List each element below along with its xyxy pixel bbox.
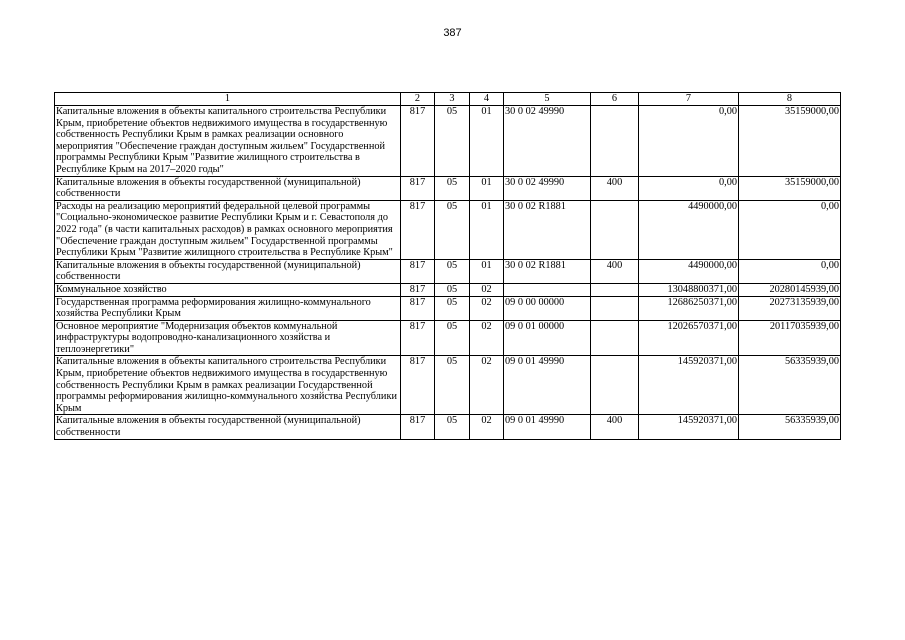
- row-code-section: 05: [435, 320, 470, 356]
- row-name: Капитальные вложения в объекты государственной (муниципальной) собственности: [55, 259, 401, 283]
- row-code-target: 30 0 02 R1881: [504, 259, 591, 283]
- row-code-ministry: 817: [401, 415, 435, 439]
- row-code-section: 05: [435, 106, 470, 177]
- column-header-7: 7: [639, 93, 739, 106]
- row-code-subsection: 01: [470, 259, 504, 283]
- row-code-subsection: 02: [470, 356, 504, 415]
- row-code-section: 05: [435, 415, 470, 439]
- row-amount-col7: 4490000,00: [639, 200, 739, 259]
- row-code-expense-type: 400: [591, 415, 639, 439]
- table-row: [55, 200, 841, 259]
- table-row: [55, 283, 841, 296]
- row-amount-col7: 4490000,00: [639, 259, 739, 283]
- table-row: [55, 259, 841, 283]
- row-code-subsection: 02: [470, 415, 504, 439]
- row-amount-col7: 145920371,00: [639, 356, 739, 415]
- row-code-section: 05: [435, 176, 470, 200]
- row-code-expense-type: [591, 106, 639, 177]
- row-name: Коммунальное хозяйство: [55, 283, 401, 296]
- page-number: 387: [443, 27, 462, 39]
- row-code-target: 30 0 02 49990: [504, 176, 591, 200]
- row-code-section: 05: [435, 200, 470, 259]
- row-amount-col8: 20117035939,00: [739, 320, 841, 356]
- row-code-target: 30 0 02 49990: [504, 106, 591, 177]
- row-name: Капитальные вложения в объекты капитального строительства Республики Крым, приобретение объектов недвижимого имущества в государственную собственность Республики Крым в рамках реализации основного мероприятия "Обеспечение граждан доступным жильем" Государственной программы Республики Крым "Развитие жилищного строительства в Республике Крым на 2017–2020 годы": [55, 106, 401, 177]
- row-name: Капитальные вложения в объекты капитального строительства Республики Крым, приобретение объектов недвижимого имущества в государственную собственность Республики Крым в рамках реализации Государственной программы реформирования жилищно-коммунального хозяйства Республики Крым: [55, 356, 401, 415]
- row-code-expense-type: [591, 283, 639, 296]
- row-code-subsection: 01: [470, 106, 504, 177]
- row-amount-col7: 0,00: [639, 106, 739, 177]
- row-code-target: 30 0 02 R1881: [504, 200, 591, 259]
- row-code-subsection: 01: [470, 176, 504, 200]
- row-code-expense-type: [591, 320, 639, 356]
- row-code-target: 09 0 01 49990: [504, 356, 591, 415]
- table-row: [55, 320, 841, 356]
- row-code-ministry: 817: [401, 356, 435, 415]
- row-amount-col8: 20280145939,00: [739, 283, 841, 296]
- row-amount-col7: 13048800371,00: [639, 283, 739, 296]
- table-row: [55, 176, 841, 200]
- row-code-ministry: 817: [401, 259, 435, 283]
- row-amount-col7: 145920371,00: [639, 415, 739, 439]
- row-code-target: 09 0 01 49990: [504, 415, 591, 439]
- row-code-subsection: 02: [470, 296, 504, 320]
- row-amount-col7: 12026570371,00: [639, 320, 739, 356]
- row-name: Основное мероприятие "Модернизация объектов коммунальной инфраструктуры водопроводно-канализационного хозяйства и теплоэнергетики": [55, 320, 401, 356]
- row-amount-col8: 35159000,00: [739, 176, 841, 200]
- row-code-ministry: 817: [401, 320, 435, 356]
- table-row: [55, 415, 841, 439]
- row-name: Капитальные вложения в объекты государственной (муниципальной) собственности: [55, 176, 401, 200]
- row-code-ministry: 817: [401, 283, 435, 296]
- row-code-section: 05: [435, 356, 470, 415]
- row-code-section: 05: [435, 296, 470, 320]
- row-code-target: 09 0 00 00000: [504, 296, 591, 320]
- row-amount-col8: 35159000,00: [739, 106, 841, 177]
- header-row: [55, 93, 841, 106]
- row-code-target: [504, 283, 591, 296]
- column-header-8: 8: [739, 93, 841, 106]
- table-row: [55, 356, 841, 415]
- row-name: Капитальные вложения в объекты государственной (муниципальной) собственности: [55, 415, 401, 439]
- column-header-1: 1: [55, 93, 401, 106]
- row-code-expense-type: [591, 356, 639, 415]
- row-amount-col7: 0,00: [639, 176, 739, 200]
- column-header-5: 5: [504, 93, 591, 106]
- row-code-expense-type: [591, 296, 639, 320]
- column-header-2: 2: [401, 93, 435, 106]
- row-amount-col8: 0,00: [739, 259, 841, 283]
- row-amount-col8: 20273135939,00: [739, 296, 841, 320]
- row-code-target: 09 0 01 00000: [504, 320, 591, 356]
- row-code-subsection: 01: [470, 200, 504, 259]
- row-amount-col8: 56335939,00: [739, 356, 841, 415]
- row-code-subsection: 02: [470, 283, 504, 296]
- row-code-ministry: 817: [401, 200, 435, 259]
- column-header-3: 3: [435, 93, 470, 106]
- table-row: [55, 106, 841, 177]
- row-amount-col7: 12686250371,00: [639, 296, 739, 320]
- row-amount-col8: 0,00: [739, 200, 841, 259]
- row-code-ministry: 817: [401, 176, 435, 200]
- row-name: Государственная программа реформирования жилищно-коммунального хозяйства Республики Крым: [55, 296, 401, 320]
- row-code-section: 05: [435, 283, 470, 296]
- budget-table: [54, 92, 841, 440]
- column-header-4: 4: [470, 93, 504, 106]
- row-amount-col8: 56335939,00: [739, 415, 841, 439]
- row-code-expense-type: 400: [591, 259, 639, 283]
- row-name: Расходы на реализацию мероприятий федеральной целевой программы "Социально-экономическое развитие Республики Крым и г. Севастополя до 2022 года" (в части капитальных расходов) в рамках основного мероприятия "Обеспечение граждан доступным жильем" Государственной программы Республики Крым "Развитие жилищного строительства в Республике Крым": [55, 200, 401, 259]
- row-code-section: 05: [435, 259, 470, 283]
- row-code-expense-type: [591, 200, 639, 259]
- row-code-ministry: 817: [401, 296, 435, 320]
- table-row: [55, 296, 841, 320]
- row-code-expense-type: 400: [591, 176, 639, 200]
- column-header-6: 6: [591, 93, 639, 106]
- row-code-subsection: 02: [470, 320, 504, 356]
- row-code-ministry: 817: [401, 106, 435, 177]
